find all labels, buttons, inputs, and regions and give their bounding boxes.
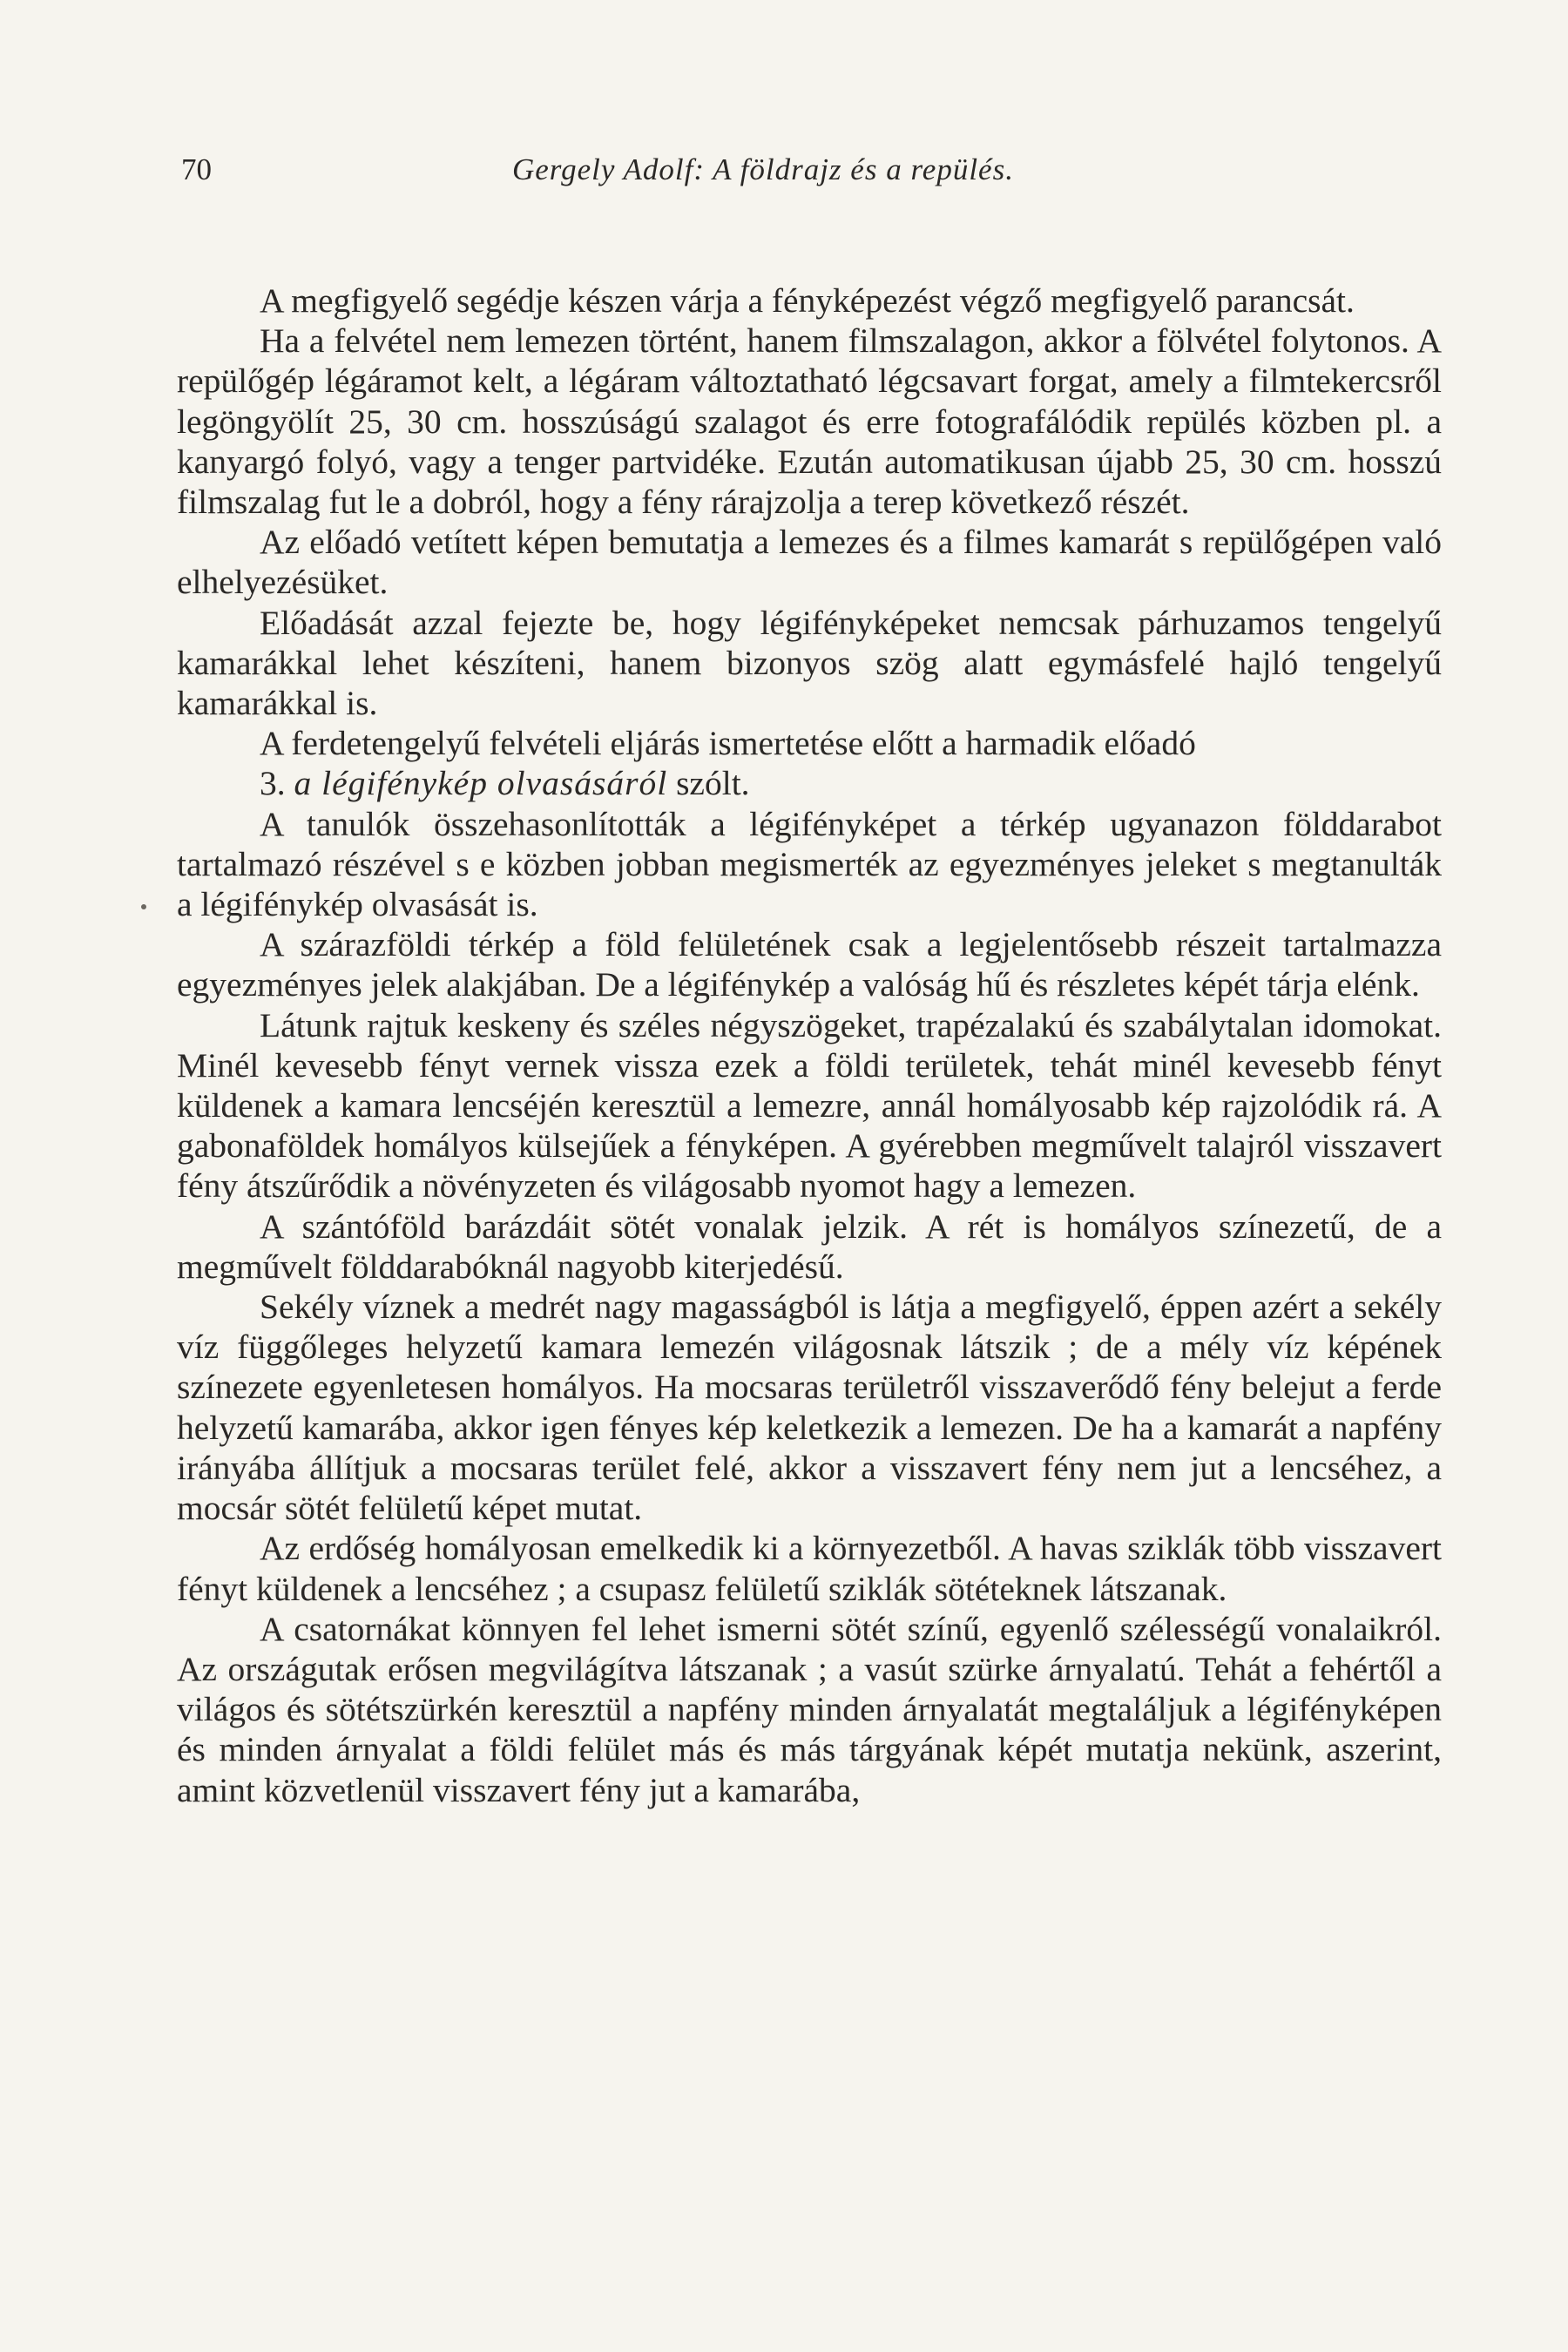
body-text [177, 280, 1442, 1810]
paragraph: Az erdőség homályosan emelkedik ki a környezetből. A havas sziklák több visszavert fényt küldenek a lencséhez ; a csupasz felületű sziklák sötéteknek látszanak. [177, 1529, 1442, 1608]
page-header [181, 152, 1418, 205]
paper-speck [141, 904, 146, 909]
paragraph: A tanulók összehasonlították a légifényképet a térkép ugyanazon földdarabot tartalmazó részével s e közben jobban megismerték az egyezményes jeleket s megtanulták a légifénykép olvasását is. [177, 804, 1442, 924]
paragraph: A szántóföld barázdáit sötét vonalak jelzik. A rét is homályos színezetű, de a megművelt földdarabóknál nagyobb kiterjedésű. [177, 1206, 1442, 1286]
paragraph: A szárazföldi térkép a föld felületének csak a legjelentősebb részeit tartalmazza egyezményes jelek alakjában. De a légifénykép a valóság hű és részletes képét tárja elénk. [177, 925, 1442, 1004]
page-number: 70 [181, 152, 212, 186]
paragraph: Sekély víznek a medrét nagy magasságból is látja a megfigyelő, éppen azért a sekély víz függőleges helyzetű kamara lemezén világosnak látszik ; de a mély víz képének színezete egyenletesen homályos. Ha mocsaras területről visszaverődő fény belejut a ferde helyzetű kamarába, akkor igen fényes kép keletkezik a lemezen. De ha a kamarát a napfény irányába állítjuk a mocsaras terület felé, akkor a visszavert fény nem jut a lencséhez, a mocsár sötét felületű képet mutat. [177, 1288, 1442, 1528]
paragraph: A megfigyelő segédje készen várja a fényképezést végző megfigyelő parancsát. [260, 281, 1355, 320]
paragraph: Az előadó vetített képen bemutatja a lemezes és a filmes kamarát s repülőgépen való elhelyezésüket. [177, 523, 1442, 602]
section-item-3 [177, 763, 1442, 803]
paragraph: Ha a felvétel nem lemezen történt, hanem filmszalagon, akkor a fölvétel folytonos. A repülőgép légáramot kelt, a légáram változtatható légcsavart forgat, amely a filmtekercsről legöngyölít 25, 30 cm. hosszúságú szalagot és erre fotografálódik repülés közben pl. a kanyargó folyó, vagy a tenger partvidéke. Ezután automatikusan újabb 25, 30 cm. hosszú filmszalag fut le a dobról, hogy a fény rárajzolja a terep következő részét. [177, 321, 1442, 522]
item-title: a légifénykép olvasásáról [294, 764, 668, 803]
item-number: 3. [260, 764, 286, 803]
item-after: szólt. [676, 764, 750, 803]
running-head: Gergely Adolf: A földrajz és a repülés. [512, 152, 1014, 186]
paragraph: Látunk rajtuk keskeny és széles négyszögeket, trapézalakú és szabálytalan idomokat. Minél kevesebb fényt vernek vissza ezek a földi területek, tehát minél kevesebb fényt küldenek a kamara lencséjén keresztül a lemezre, annál homályosabb kép rajzolódik rá. A gabonaföldek homályos külsejűek a fényképen. A gyérebben megművelt talajról visszavert fény átszűrődik a növényzeten és világosabb nyomot hagy a lemezen. [177, 1005, 1442, 1206]
paragraph: A csatornákat könnyen fel lehet ismerni sötét színű, egyenlő szélességű vonalaikról. Az országutak erősen megvilágítva látszanak ; a vasút szürke árnyalatú. Tehát a fehértől a világos és sötétszürkén keresztül a napfény minden árnyalatát megtaláljuk a légifényképen és minden árnyalat a földi felület más és más tárgyának képét mutatja nekünk, aszerint, amint közvetlenül visszavert fény jut a kamarába, [177, 1609, 1442, 1809]
paragraph: A ferdetengelyű felvételi eljárás ismertetése előtt a harmadik előadó [260, 724, 1196, 763]
paragraph: Előadását azzal fejezte be, hogy légifényképeket nemcsak párhuzamos tengelyű kamarákkal lehet készíteni, hanem bizonyos szög alatt egymásfelé hajló tengelyű kamarákkal is. [177, 603, 1442, 723]
